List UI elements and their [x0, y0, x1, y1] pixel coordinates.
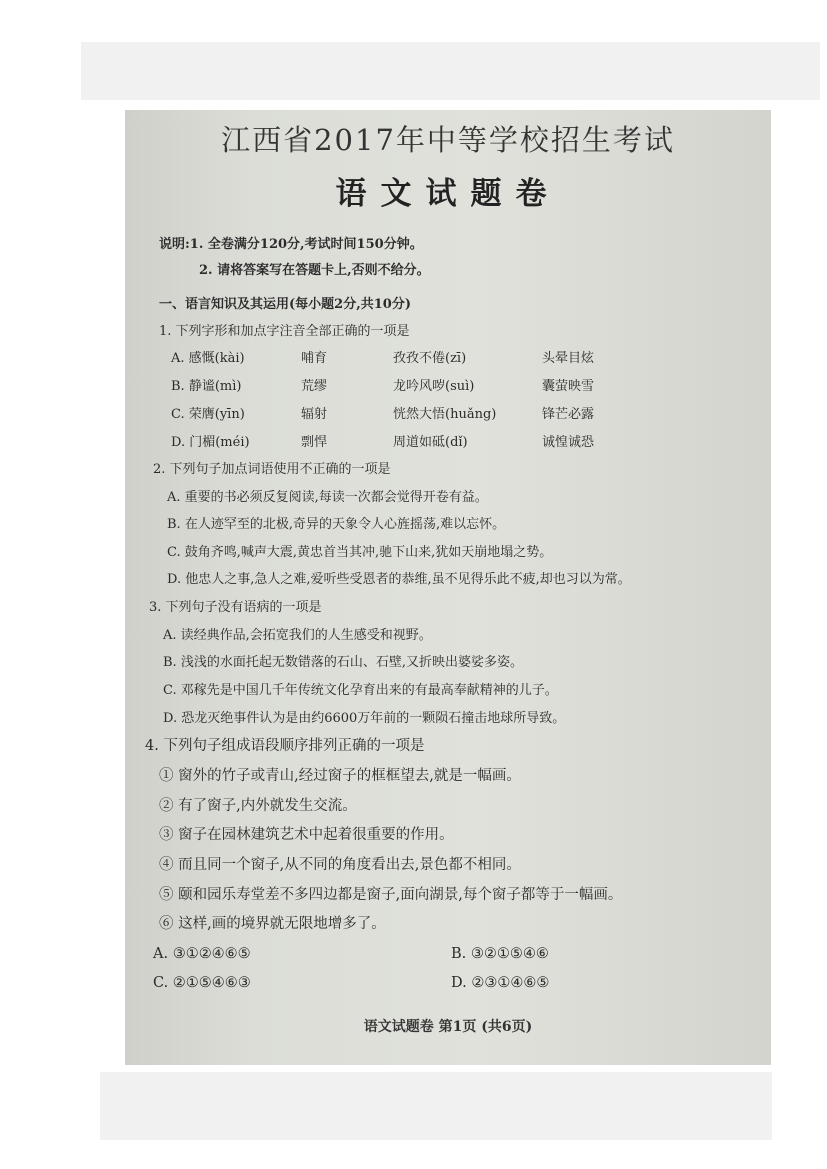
exam-title: 江西省2017年中等学校招生考试	[221, 123, 675, 157]
q1-a-col2: 哺育	[301, 351, 328, 366]
q1-stem: 1. 下列字形和加点字注音全部正确的一项是	[159, 324, 410, 339]
q2-option-b: B. 在人迹罕至的北极,奇异的天象令人心旌摇荡,难以忘怀。	[167, 517, 506, 532]
q1-c-col4: 锋芒必露	[542, 407, 595, 422]
q2-option-d: D. 他忠人之事,急人之难,爱听些受恩者的恭维,虽不见得乐此不疲,却也习以为常。	[167, 572, 631, 587]
q1-d-col1: D. 门楣(méi)	[171, 435, 250, 450]
q4-choice-d: D. ②③①④⑥⑤	[451, 975, 550, 991]
q1-c-col1: C. 荣膺(yīn)	[171, 407, 245, 422]
q4-sentence-2: ② 有了窗子,内外就发生交流。	[159, 798, 357, 814]
exam-paper-photo	[125, 110, 771, 1065]
q1-b-col4: 囊萤映雪	[542, 379, 595, 394]
q4-sentence-4: ④ 而且同一个窗子,从不同的角度看出去,景色都不相同。	[159, 857, 521, 873]
q4-sentence-5: ⑤ 颐和园乐寿堂差不多四边都是窗子,面向湖景,每个窗子都等于一幅画。	[159, 887, 623, 903]
q1-a-col1: A. 感慨(kài)	[171, 351, 245, 366]
q3-option-b: B. 浅浅的水面托起无数错落的石山、石壁,又折映出婆娑多姿。	[163, 655, 523, 670]
q1-c-col3: 恍然大悟(huǎng)	[393, 407, 497, 422]
exam-subtitle: 语文试题卷	[335, 176, 561, 212]
q4-choice-a: A. ③①②④⑥⑤	[153, 946, 251, 962]
q3-option-c: C. 邓稼先是中国几千年传统文化孕育出来的有最高奉献精神的儿子。	[163, 683, 558, 698]
section-heading: 一、语言知识及其运用(每小题2分,共10分)	[159, 297, 411, 312]
q4-sentence-3: ③ 窗子在园林建筑艺术中起着很重要的作用。	[159, 827, 454, 843]
q2-option-a: A. 重要的书必须反复阅读,每读一次都会觉得开卷有益。	[167, 490, 488, 505]
q1-a-col4: 头晕目炫	[542, 351, 595, 366]
q1-d-col3: 周道如砥(dǐ)	[393, 435, 468, 450]
q3-option-d: D. 恐龙灭绝事件认为是由约6600万年前的一颗陨石撞击地球所导致。	[163, 711, 566, 726]
q4-sentence-6: ⑥ 这样,画的境界就无限地增多了。	[159, 916, 386, 932]
q3-option-a: A. 读经典作品,会拓宽我们的人生感受和视野。	[163, 628, 432, 643]
page-footer: 语文试题卷 第1页 (共6页)	[363, 1019, 533, 1035]
q4-sentence-1: ① 窗外的竹子或青山,经过窗子的框框望去,就是一幅画。	[159, 768, 521, 784]
q1-b-col2: 荒缪	[301, 379, 328, 394]
top-gray-band	[81, 42, 820, 100]
bottom-gray-band	[100, 1072, 772, 1140]
q4-choice-c: C. ②①⑤④⑥③	[153, 975, 251, 991]
q1-d-col4: 诚惶诚恐	[542, 435, 595, 450]
q3-stem: 3. 下列句子没有语病的一项是	[149, 600, 322, 615]
q1-b-col3: 龙吟风哕(suì)	[393, 379, 475, 394]
instruction-line-2: 2. 请将答案写在答题卡上,否则不给分。	[199, 263, 430, 278]
q1-c-col2: 辐射	[301, 407, 328, 422]
q1-d-col2: 剽悍	[301, 435, 328, 450]
q2-stem: 2. 下列句子加点词语使用不正确的一项是	[153, 462, 391, 477]
q4-stem: 4. 下列句子组成语段顺序排列正确的一项是	[145, 738, 425, 754]
q4-choice-b: B. ③②①⑤④⑥	[451, 946, 549, 962]
instruction-line-1: 说明:1. 全卷满分120分,考试时间150分钟。	[159, 237, 423, 252]
q1-b-col1: B. 静谧(mì)	[171, 379, 242, 394]
q1-a-col3: 孜孜不倦(zī)	[393, 351, 467, 366]
q2-option-c: C. 鼓角齐鸣,喊声大震,黄忠首当其冲,驰下山来,犹如天崩地塌之势。	[167, 545, 553, 560]
